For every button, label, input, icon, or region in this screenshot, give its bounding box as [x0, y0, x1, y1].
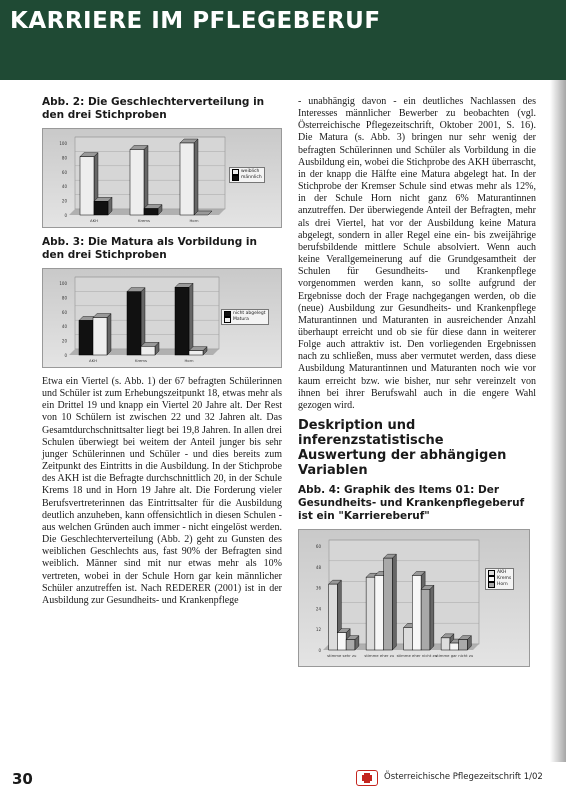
abb2-legend-swatch — [232, 175, 239, 181]
abb3-bar — [175, 283, 193, 355]
abb3-chart — [42, 268, 282, 368]
abb2-bar — [130, 145, 148, 215]
abb4-tick-label: 60 — [315, 544, 321, 550]
page-edge-shadow — [550, 80, 566, 762]
abb3-tick-label: 40 — [61, 324, 67, 330]
abb3-tick-label: 100 — [59, 281, 67, 286]
abb2-caption: Abb. 2: Die Geschlechterverteilung in den drei Stichproben — [42, 96, 265, 121]
abb4-legend — [485, 568, 514, 590]
abb3-tick-label: 80 — [61, 295, 67, 301]
abb2-bar — [144, 205, 162, 215]
abb2-bar — [180, 139, 198, 215]
abb4-bar — [384, 554, 397, 650]
abb4-chart-svg — [299, 530, 529, 666]
abb4-caption: Abb. 4: Graphik des Items 01: Der Gesundheits- und Krankenpflegeberuf ist ein "Karriereberuf" — [298, 484, 525, 523]
left-column — [42, 96, 282, 607]
abb2-tick-label: 60 — [61, 169, 67, 175]
abb2-legend-label: weiblich — [241, 169, 260, 174]
abb3-category-label: AKH — [89, 358, 97, 363]
abb3-legend-label: nicht abgelegt — [233, 311, 266, 316]
abb3-tick-label: 60 — [61, 309, 67, 315]
abb2-tick-label: 0 — [64, 213, 67, 218]
abb4-chart — [298, 529, 530, 667]
page-banner — [0, 0, 566, 80]
abb4-legend-entry — [488, 582, 511, 588]
abb2-legend-entry — [232, 175, 262, 181]
abb4-tick-label: 0 — [318, 648, 321, 654]
abb4-tick-label: 48 — [315, 564, 321, 570]
abb2-category-label: Horn — [189, 218, 199, 223]
abb2-bar — [94, 197, 112, 215]
abb4-tick-label: 36 — [315, 585, 321, 591]
abb4-category-label: stimme eher zu — [364, 653, 395, 659]
abb2-chart — [42, 128, 282, 228]
abb3-category-label: Horn — [184, 358, 194, 363]
right-body-text: - unabhängig davon - ein deutliches Nachlassen des Interesses männlicher Bewerber zu beobachten (vgl. Österreichische Pflegezeitschrift, Oktober 2001, S. 16). Die Matura (s. Abb. 3) bringen nur sehr wenig der befragten Schülerinnen und Schüler als Vorbildung in die Ausbildung ein, wobei die Stichprobe des AKH überrascht, in der knapp die Hälfte eine Matura abgelegt hat. In der Stichprobe der Kremser Schule sind etwas mehr als 12%, in der Schule Horn nicht ganz 6% Maturantinnen anzutreffen. Der überwiegende Anteil der Befragten, mehr als drei Viertel, hat vor der Ausbildung keine Matura abgelegt, sondern in aller Regel eine ein- bis zweijährige berufsbildende mittlere Schule absolviert. Wenn auch keine Verallgemeinerung auf die Grundgesamtheit der Schulen für Gesundheits- und Krankenpflege vorgenommen werden kann, so sollte aufgrund der Ergebnisse doch der Frage nachgegangen werden, ob die (neue) Ausbildung zur Gesundheits- und Krankenpflege Maturantinnen und Maturanten in ausreichender Anzahl überhaupt erreicht und ob sie für diese dann in weiterer Folge auch attraktiv ist. Den vorliegenden Ergebnissen nach zu schließen, muss aber vermutet werden, dass diese Ausbildung Maturantinnen und Maturanten noch wie vor kaum erreicht bzw. wie bisher, nur sehr vereinzelt von ihnen bei ihrer Berufswahl auch in die engere Wahl gezogen wird. — [298, 96, 536, 411]
right-column — [298, 96, 536, 675]
abb4-category-label: stimme sehr zu — [327, 653, 357, 659]
abb3-legend-swatch — [224, 317, 231, 323]
abb2-legend — [229, 167, 265, 183]
abb3-bar — [189, 347, 207, 355]
abb4-category-label: stimme gar nicht zu — [435, 653, 474, 659]
abb4-category-label: stimme eher nicht zu — [396, 653, 437, 659]
abb2-tick-label: 20 — [61, 198, 67, 204]
red-cross-logo-icon — [356, 770, 378, 786]
abb4-tick-label: 12 — [315, 627, 321, 633]
abb2-tick-label: 80 — [61, 155, 67, 161]
abb2-category-label: AKH — [90, 218, 98, 223]
abb4-bar — [459, 636, 472, 650]
page-number: 30 — [12, 770, 33, 788]
abb4-bar — [421, 585, 434, 650]
abb4-legend-label: Horn — [497, 582, 508, 588]
abb3-bar — [141, 342, 159, 355]
abb2-category-label: Krems — [138, 218, 150, 223]
abb3-caption: Abb. 3: Die Matura als Vorbildung in den drei Stichproben — [42, 236, 257, 261]
page-title: KARRIERE IM PFLEGEBERUF — [10, 8, 381, 34]
abb4-tick-label: 24 — [315, 606, 321, 612]
abb3-tick-label: 20 — [61, 338, 67, 344]
abb3-legend-label: Matura — [233, 317, 249, 322]
abb2-legend-label: männlich — [241, 175, 262, 180]
abb4-legend-label: Krems — [497, 576, 512, 582]
left-body-text: Etwa ein Viertel (s. Abb. 1) der 67 befragten Schülerinnen und Schüler ist zum Erhebungszeitpunkt 18, etwas mehr als ein Drittel 19 und knapp ein Viertel 20 Jahre alt. Der Rest von 10 Schülern ist zwischen 22 und 32 Jahren alt. Das Gesamtdurchschnittsalter liegt bei 19,8 Jahren. In allen drei Schulen überwiegt bei weitem der Anteil junger bis sehr junger Schülerinnen und Schüler - und dies bereits zum Zeitpunkt des Eintritts in die Ausbildung. In der Stichprobe des AKH ist die Befragte durchschnittlich 20, in der Schule Krems 18 und in Horn 19 Jahre alt. Die Forderung vieler Berufsvertreterinnen das Eintrittsalter für die Ausbildung deutlich anzuheben, kann offensichtlich in diesen Schulen - aus welchen Gründen auch immer - nicht eingelöst werden. Die Geschlechterverteilung (Abb. 2) geht zu Gunsten des weiblichen Geschlechts aus, fast 90% der Befragten sind weiblich. Männer sind mit nur etwas mehr als 10% vertreten, wobei in der Schule Horn gar kein männlicher Schüler anzutreffen ist. Nach REDERER (2001) ist in der Ausbildung zur Gesundheits- und Krankenpflege — [42, 376, 282, 606]
abb3-category-label: Krems — [135, 358, 147, 363]
page-footer — [0, 762, 566, 802]
abb3-tick-label: 0 — [64, 353, 67, 358]
abb3-bar — [93, 314, 111, 355]
abb4-legend-swatch — [488, 582, 495, 588]
abb4-legend-label: AKH — [497, 570, 507, 576]
journal-name: Österreichische Pflegezeitschrift 1/02 — [384, 772, 543, 782]
section-heading: Deskription und inferenzstatistische Auswertung der abhängigen Variablen — [298, 418, 507, 479]
abb3-legend-entry — [224, 317, 266, 323]
abb2-tick-label: 100 — [59, 141, 67, 146]
abb4-bar — [346, 636, 359, 650]
abb3-legend — [221, 309, 269, 325]
abb2-tick-label: 40 — [61, 184, 67, 190]
